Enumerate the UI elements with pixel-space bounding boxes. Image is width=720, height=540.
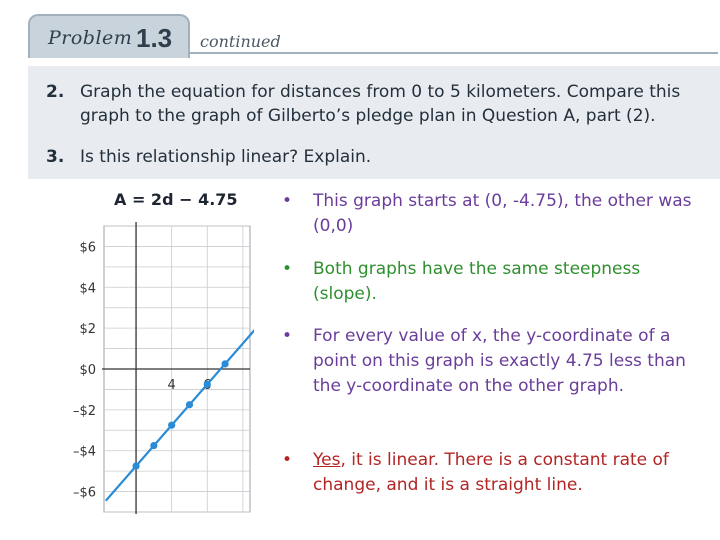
y-tick-label: –$6 [72,485,96,501]
data-point [168,422,175,429]
answer-yes: Yes [313,450,341,470]
bullet-text: For every value of x, the y-coordinate of a point on this graph is exactly 4.75 less than the y-coordinate on the other graph. [313,326,686,396]
graph-figure [58,186,254,516]
problem-tab [28,14,190,58]
data-point [204,381,211,388]
header-rule [190,52,718,54]
problem-number: 1.3 [136,23,173,53]
question-text: Graph the equation for distances from 0 to 5 kilometers. Compare this graph to the graph of Gilberto’s pledge plan in Question A, part (2). [80,82,681,126]
question-number: 3. [46,147,65,167]
y-tick-label: $6 [79,240,96,256]
bullet-text: This graph starts at (0, -4.75), the other was (0,0) [313,191,692,236]
problem-header [28,14,718,54]
question-number: 2. [46,82,65,102]
y-tick-label: $4 [79,281,96,297]
graph-equation: A = 2d − 4.75 [114,190,238,209]
data-point [132,462,139,469]
question-panel [28,66,720,179]
bullet-dot: • [282,450,293,470]
continued-label: continued [200,32,281,51]
graph-canvas [58,186,254,516]
data-point [221,360,228,367]
x-tick-label: 4 [167,378,176,393]
y-tick-label: $0 [79,363,96,378]
y-tick-label: $2 [79,322,96,338]
bullet-text: Both graphs have the same steepness (slope). [313,259,641,304]
y-tick-label: –$4 [72,444,96,460]
answer-explanation: , it is linear. There is a constant rate of change, and it is a straight line. [313,450,669,495]
data-point [150,442,157,449]
y-tick-label: –$2 [72,403,96,419]
bullet-dot: • [282,191,293,211]
bullet-dot: • [282,326,293,346]
data-point [186,401,193,408]
problem-label: Problem [48,27,133,49]
question-text: Is this relationship linear? Explain. [80,147,372,167]
bullet-text [313,448,708,498]
bullet-dot: • [282,259,293,279]
